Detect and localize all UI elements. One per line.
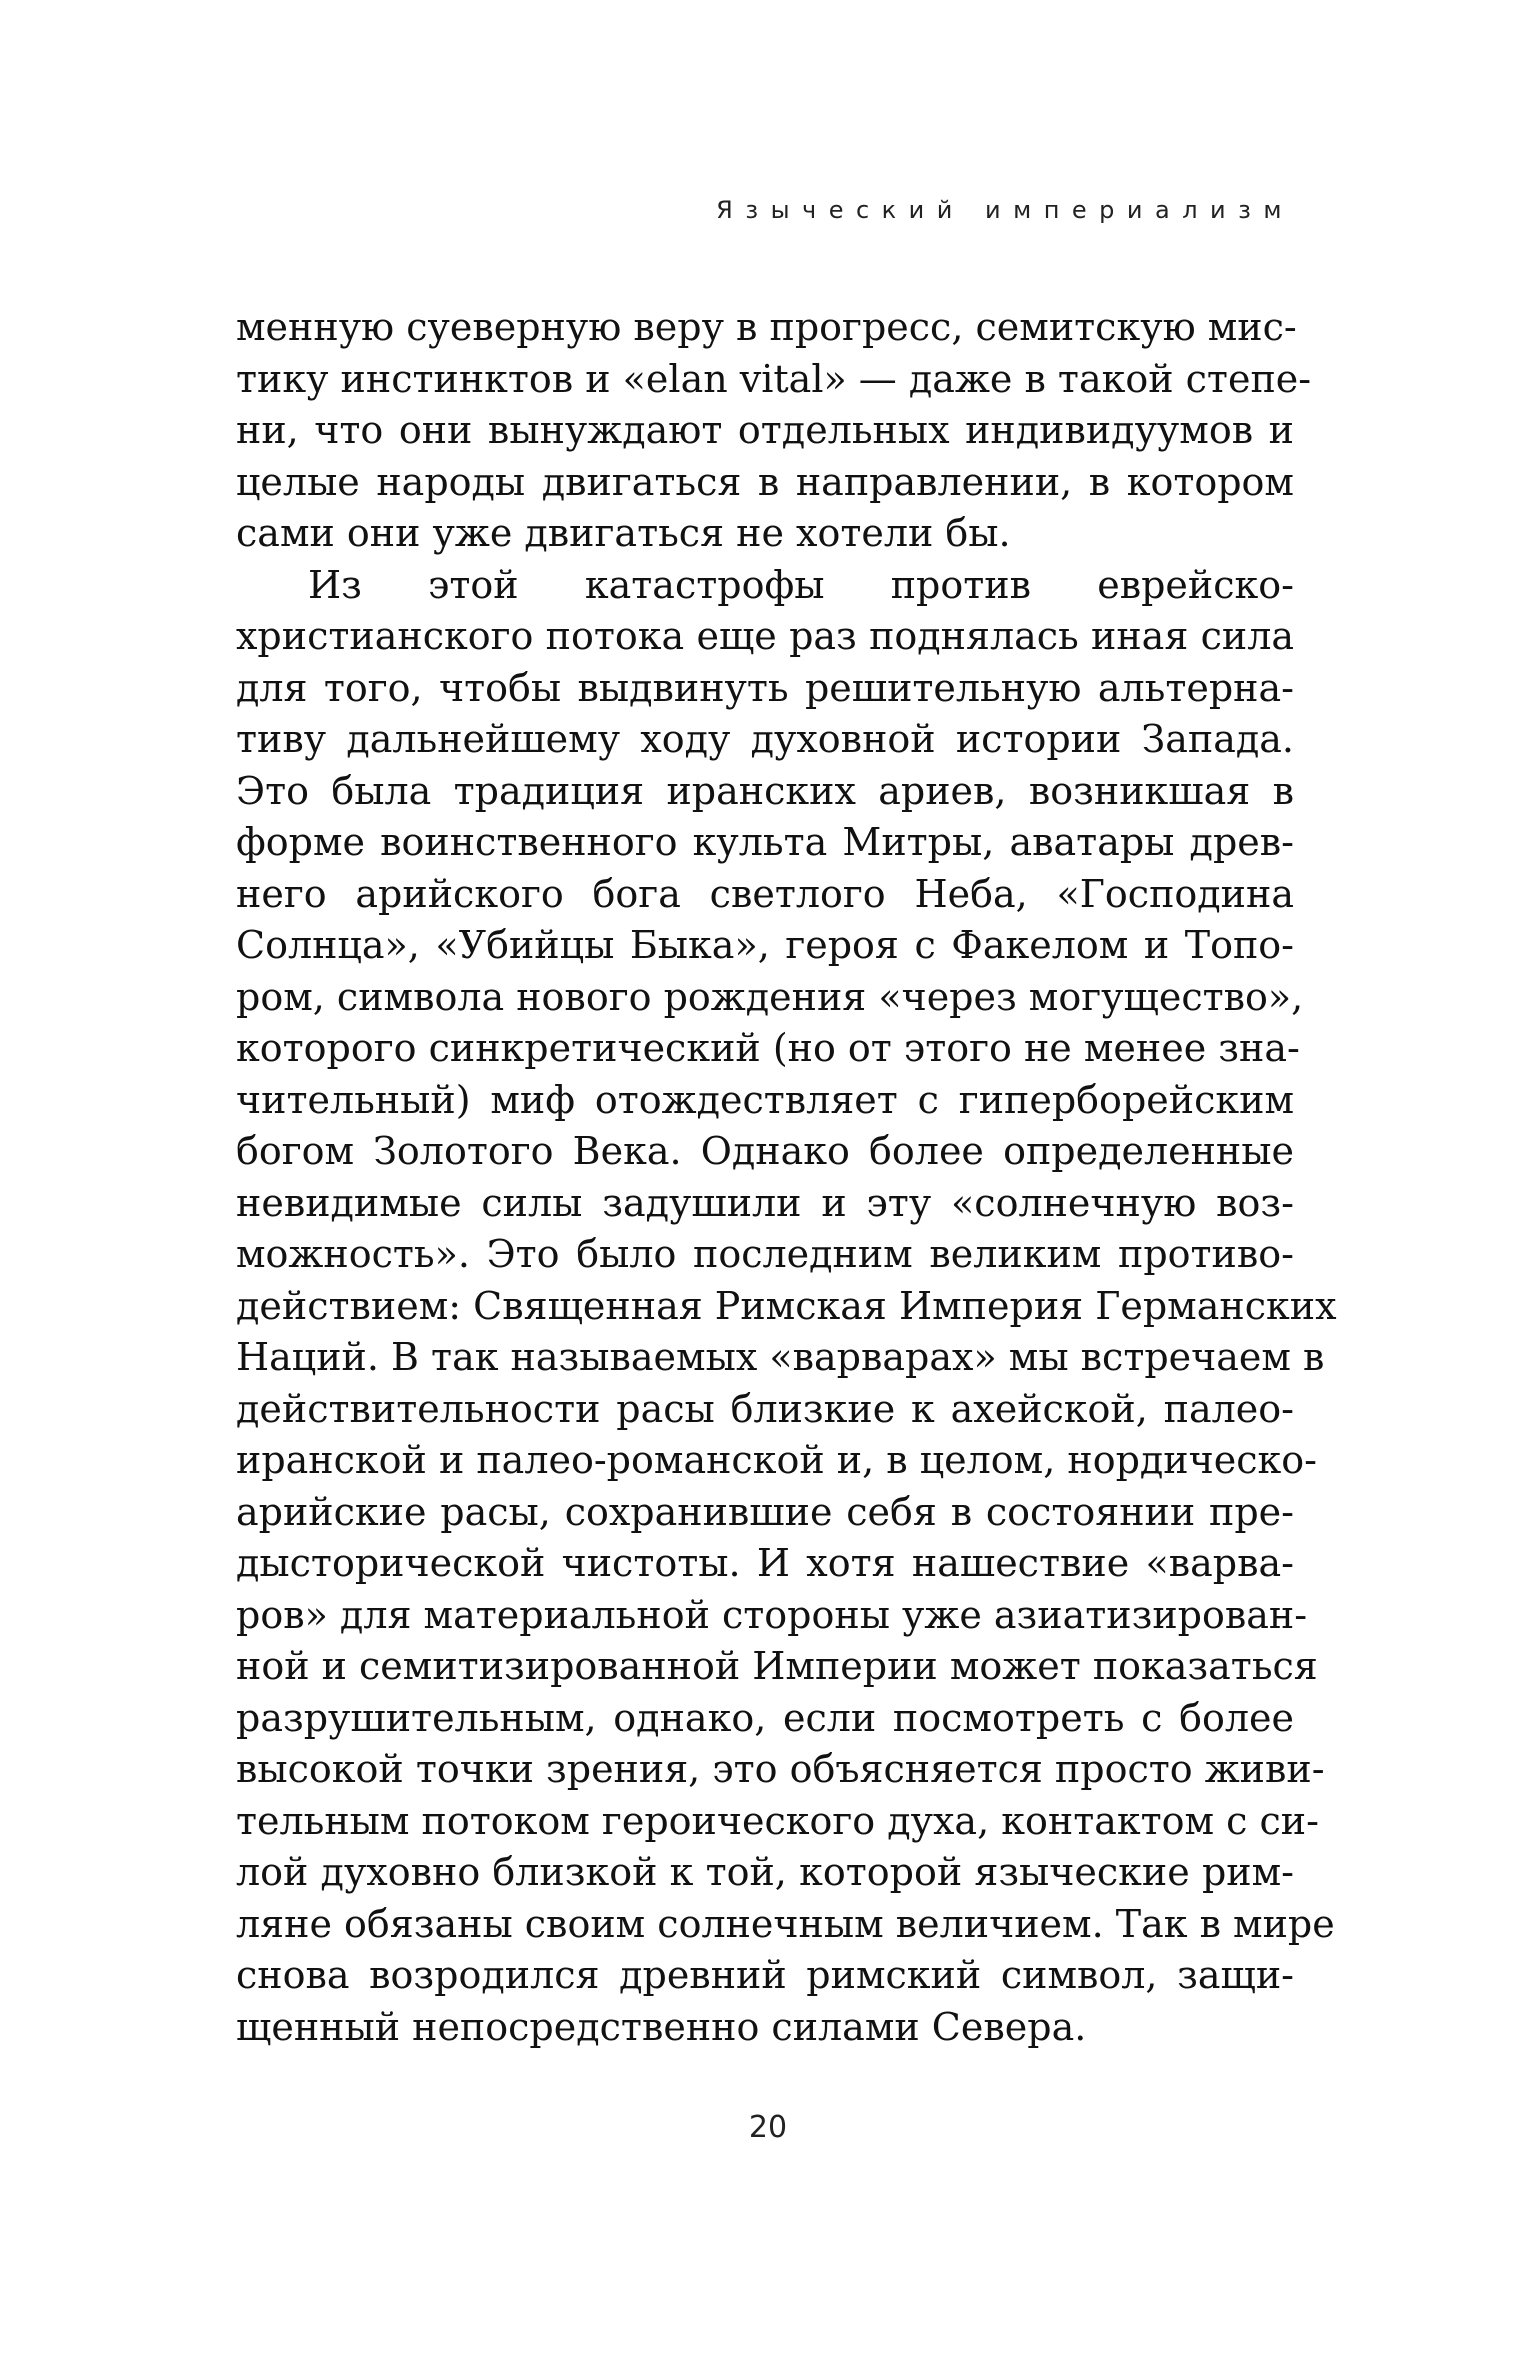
text-line: ни, что они вынуждают отдельных индивидуумов и [236, 408, 1294, 452]
text-line: ной и семитизированной Империи может показаться [236, 1644, 1318, 1688]
text-line: которого синкретический (но от этого не менее зна- [236, 1026, 1300, 1070]
page-number: 20 [748, 2110, 788, 2145]
text-line: щенный непосредственно силами Севера. [236, 2004, 1087, 2049]
text-line: лой духовно близкой к той, которой языческие рим- [236, 1850, 1294, 1894]
text-line: ров» для материальной стороны уже азиатизирован- [236, 1592, 1308, 1637]
text-line: тиву дальнейшему ходу духовной истории Запада. [236, 717, 1294, 761]
text-line: можность». Это было последним великим противо- [236, 1232, 1294, 1276]
text-line: действительности расы близкие к ахейской, палео- [236, 1386, 1294, 1431]
text-line: высокой точки зрения, это объясняется просто живи- [236, 1747, 1325, 1791]
text-line: разрушительным, однако, если посмотреть с более [236, 1695, 1294, 1740]
text-line: тику инстинктов и «elan vital» — даже в такой степе- [236, 356, 1312, 401]
text-line: форме воинственного культа Митры, аватары древ- [236, 820, 1294, 864]
text-line: ляне обязаны своим солнечным величием. Так в мире [236, 1901, 1335, 1946]
text-line: Из этой катастрофы против еврейско- [308, 562, 1294, 607]
text-line: христианского потока еще раз поднялась иная сила [236, 614, 1294, 658]
text-line: арийские расы, сохранившие себя в состоянии пре- [236, 1489, 1294, 1534]
text-line: менную суеверную веру в прогресс, семитскую мис- [236, 305, 1297, 349]
text-line: иранской и палео-романской и, в целом, нордическо- [236, 1438, 1317, 1482]
paragraph-2 [236, 560, 1337, 2054]
running-header: Языческий империализм [716, 196, 1294, 224]
text-line: ром, символа нового рождения «через могущество», [236, 974, 1304, 1019]
text-line: сами они уже двигаться не хотели бы. [236, 511, 1011, 555]
text-line: Это была традиция иранских ариев, возникшая в [236, 768, 1294, 813]
text-line: Солнца», «Убийцы Быка», героя с Факелом и Топо- [236, 923, 1294, 967]
text-line: снова возродился древний римский символ, защи- [236, 1953, 1294, 1997]
text-line: целые народы двигаться в направлении, в котором [236, 459, 1294, 504]
text-line: чительный) миф отождествляет с гиперборейским [236, 1077, 1294, 1122]
text-line: богом Золотого Века. Однако более определенные [236, 1129, 1294, 1173]
paragraph-1 [236, 302, 1312, 560]
text-line: действием: Священная Римская Империя Германских [236, 1283, 1337, 1328]
text-line: дысторической чистоты. И хотя нашествие «варва- [236, 1541, 1294, 1585]
text-line: Наций. В так называемых «варварах» мы встречаем в [236, 1335, 1325, 1379]
text-line: него арийского бога светлого Неба, «Господина [236, 871, 1294, 916]
text-line: для того, чтобы выдвинуть решительную альтерна- [236, 665, 1294, 710]
body-text [236, 302, 1337, 2053]
text-line: тельным потоком героического духа, контактом с си- [236, 1798, 1319, 1843]
text-line: невидимые силы задушили и эту «солнечную воз- [236, 1180, 1294, 1225]
